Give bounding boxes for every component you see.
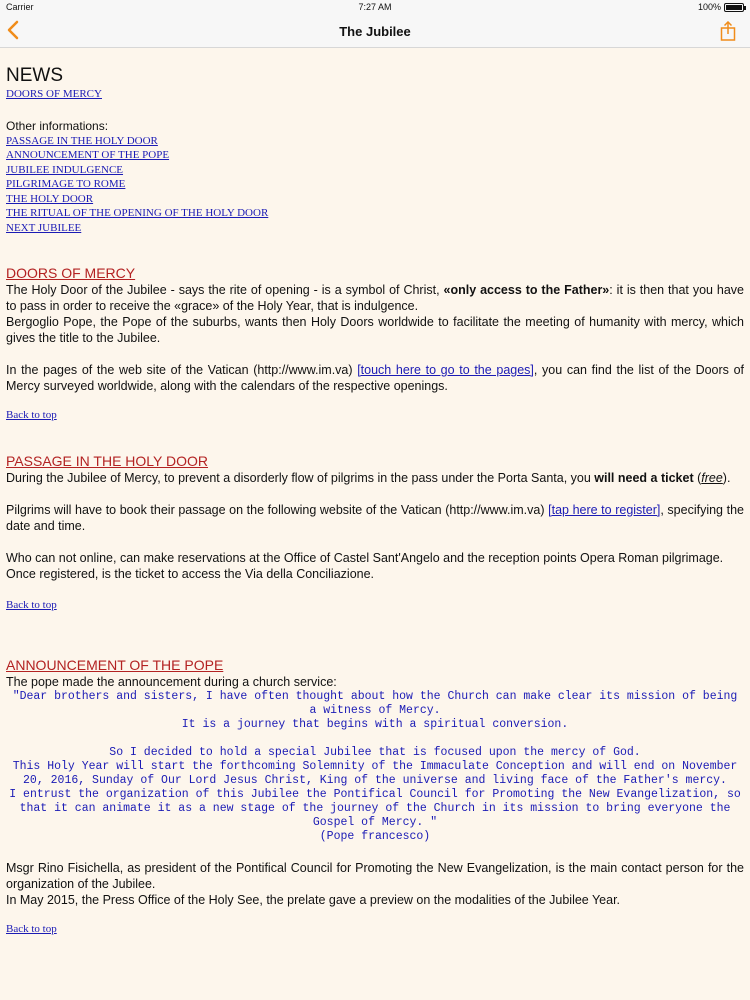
passage-p1-bold: will need a ticket (594, 470, 694, 485)
link-passage[interactable]: PASSAGE IN THE HOLY DOOR (6, 134, 158, 147)
battery-percent: 100% (697, 2, 721, 12)
navigation-bar (0, 15, 750, 48)
status-time: 7:27 AM (358, 2, 392, 12)
link-pilgrimage[interactable]: PILGRIMAGE TO ROME (6, 178, 126, 190)
share-icon (720, 21, 736, 41)
announcement-intro: The pope made the announcement during a church service: (6, 675, 337, 689)
passage-paragraph-2 (6, 502, 744, 534)
link-holy-door[interactable]: THE HOLY DOOR (6, 192, 94, 205)
link-indulgence[interactable]: JUBILEE INDULGENCE (6, 163, 124, 176)
status-bar (0, 0, 750, 15)
doors-paragraph-2: Bergoglio Pope, the Pope of the suburbs, wants then Holy Doors worldwide to facilitate the meeting of humanity with mercy, which gives the title to the Jubilee. (6, 315, 744, 345)
link-announcement[interactable]: ANNOUNCEMENT OF THE POPE (6, 149, 170, 161)
doors-paragraph-3 (6, 362, 744, 394)
passage-p1-paren: ( (693, 470, 702, 485)
share-button[interactable] (720, 21, 736, 41)
news-heading: NEWS (6, 65, 63, 86)
link-ritual[interactable]: THE RITUAL OF THE OPENING OF THE HOLY DOOR (6, 207, 269, 219)
section-title-announcement: ANNOUNCEMENT OF THE POPE (6, 657, 224, 673)
carrier-label: Carrier (6, 2, 34, 12)
back-to-top-3[interactable]: Back to top (6, 923, 57, 935)
passage-paragraph-4: Once registered, is the ticket to access the Via della Conciliazione. (6, 566, 375, 581)
passage-p2-text: Pilgrims will have to book their passage on the following website of the Vatican (http://www.im.va) (6, 502, 549, 517)
doors-p1-text: The Holy Door of the Jubilee - says the rite of opening - is a symbol of Christ, (6, 283, 444, 297)
passage-p2-rest: , specifying the date and time. (6, 502, 744, 533)
link-next-jubilee[interactable]: NEXT JUBILEE (6, 221, 82, 234)
passage-p1-close: ). (722, 470, 731, 485)
back-to-top-1[interactable]: Back to top (6, 409, 57, 421)
vatican-pages-link[interactable]: [touch here to go to the pages] (357, 363, 534, 377)
pope-quote-part-2: So I decided to hold a special Jubilee that is focused upon the mercy of God. This Holy Year will start the forthcoming Solemnity of the Immaculate Conception and will end on November 20, 2016, Sunday of Our Lord Jesus Christ, King of the universe and living face of the Father's mercy. I entrust the organization of this Jubilee the Pontifical Council for Promoting the New Evangelization, so that it can animate it as a new stage of the journey of the Church in its mission to bring everyone the Gospel of Mercy. " (Pope francesco) (9, 746, 741, 843)
section-title-doors: DOORS OF MERCY (6, 265, 136, 281)
passage-paragraph-3: Who can not online, can make reservations at the Office of Castel Sant'Angelo and the reception points Opera Roman pilgrimage. (6, 550, 724, 565)
doors-p1-bold: «only access to the Father» (443, 283, 610, 297)
battery-status (698, 2, 744, 12)
passage-paragraph-1 (6, 470, 744, 486)
doors-paragraph-1 (6, 282, 744, 314)
battery-icon (724, 3, 744, 12)
doors-p3-text: In the pages of the web site of the Vatican (http://www.im.va) (6, 363, 358, 377)
register-link[interactable]: [tap here to register] (548, 502, 661, 517)
article-content (6, 48, 744, 937)
pope-quote-part-1: "Dear brothers and sisters, I have often thought about how the Church can make clear its mission of being a witness of Mercy. It is a journey that begins with a spiritual conversion. (12, 690, 738, 731)
page-title: The Jubilee (339, 24, 411, 39)
doors-p1-rest: : it is then that you have to pass in order to receive the «grace» of the Holy Year, that is indulgence. (6, 283, 745, 313)
announcement-paragraph-1: Msgr Rino Fisichella, as president of the Pontifical Council for Promoting the New Evangelization, is the main contact person for the organization of the Jubilee. (6, 861, 744, 891)
passage-p1-free: free (701, 470, 723, 485)
doors-p3-rest: , you can find the list of the Doors of Mercy surveyed worldwide, along with the calendars of the respective openings. (6, 363, 745, 393)
other-info-label: Other informations: (6, 118, 109, 133)
announcement-paragraph-2: In May 2015, the Press Office of the Holy See, the prelate gave a preview on the modalities of the Jubilee Year. (6, 893, 621, 907)
link-doors-of-mercy[interactable]: DOORS OF MERCY (6, 88, 102, 100)
back-to-top-2[interactable]: Back to top (6, 598, 57, 611)
passage-p1-text: During the Jubilee of Mercy, to prevent a disorderly flow of pilgrims in the pass under the Porta Santa, you (6, 470, 595, 485)
section-title-passage: PASSAGE IN THE HOLY DOOR (6, 452, 209, 469)
